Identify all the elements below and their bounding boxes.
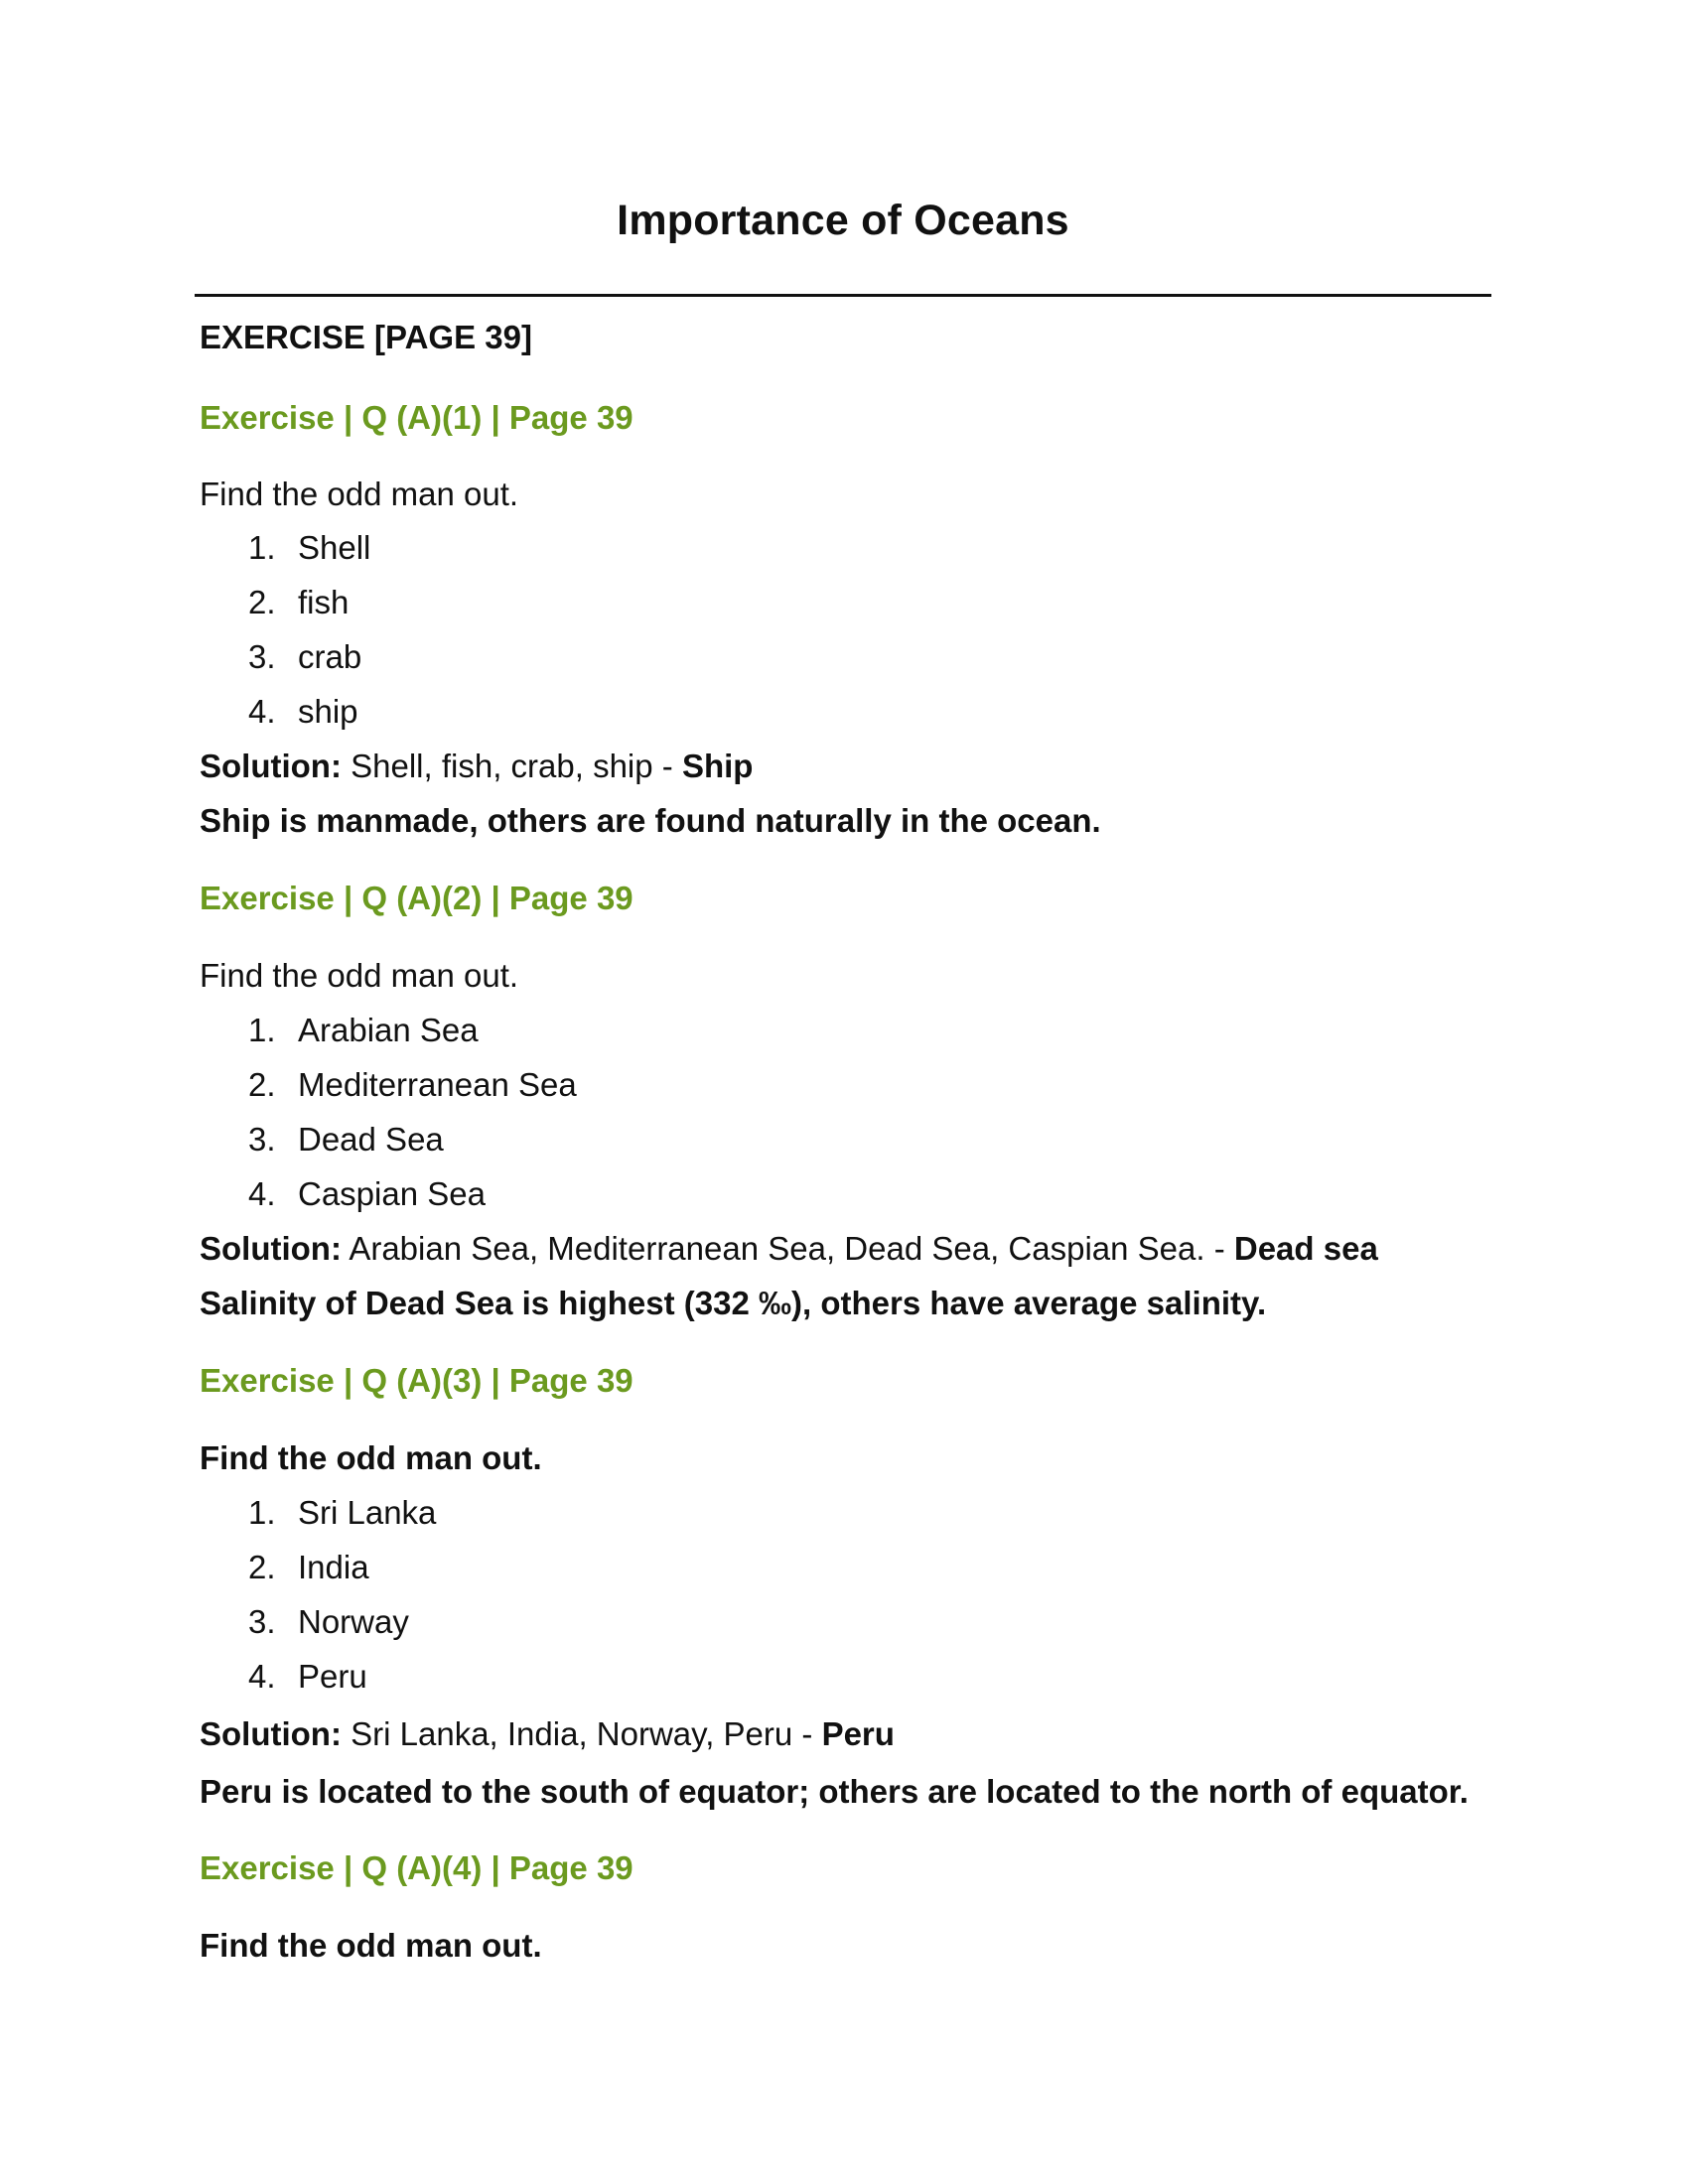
option-text: Sri Lanka <box>298 1494 437 1531</box>
solution-answer: Ship <box>681 748 754 784</box>
solution-reason: Peru is located to the south of equator; others are located to the north of equator. <box>200 1773 1469 1810</box>
question-heading: Exercise | Q (A)(1) | Page 39 <box>200 399 633 436</box>
solution-text: Sri Lanka, India, Norway, Peru - <box>341 1715 822 1752</box>
option-number: 2. <box>248 1549 276 1585</box>
solution-answer: Dead sea <box>1233 1230 1378 1267</box>
option-item <box>248 1123 444 1156</box>
solution-reason: Salinity of Dead Sea is highest (332 ‰), others have average salinity. <box>200 1285 1267 1321</box>
option-text: Mediterranean Sea <box>298 1066 577 1103</box>
option-text: Peru <box>298 1658 367 1695</box>
solution-label: Solution: <box>200 1230 342 1267</box>
option-text: crab <box>298 638 362 675</box>
solution-label: Solution: <box>200 748 342 784</box>
option-number: 1. <box>248 529 276 566</box>
option-number: 3. <box>248 638 276 675</box>
title-divider <box>195 294 1491 297</box>
question-heading: Exercise | Q (A)(2) | Page 39 <box>200 880 633 916</box>
option-text: Caspian Sea <box>298 1175 486 1212</box>
option-number: 2. <box>248 584 276 620</box>
option-item <box>248 1177 486 1210</box>
option-item <box>248 531 370 564</box>
option-text: fish <box>298 584 350 620</box>
option-number: 3. <box>248 1603 276 1640</box>
solution-reason: Ship is manmade, others are found naturally in the ocean. <box>200 802 1101 839</box>
option-item <box>248 1660 367 1693</box>
option-number: 1. <box>248 1012 276 1048</box>
option-number: 4. <box>248 1658 276 1695</box>
option-text: Arabian Sea <box>298 1012 479 1048</box>
option-item <box>248 1605 409 1638</box>
solution-answer: Peru <box>821 1715 895 1752</box>
option-item <box>248 695 358 728</box>
option-text: India <box>298 1549 369 1585</box>
option-number: 3. <box>248 1121 276 1158</box>
option-item <box>248 1551 369 1583</box>
option-item <box>248 586 349 618</box>
solution-label: Solution: <box>200 1715 342 1752</box>
option-text: Norway <box>298 1603 409 1640</box>
solution-text: Arabian Sea, Mediterranean Sea, Dead Sea, Caspian Sea. - <box>341 1230 1234 1267</box>
solution-line <box>200 750 1490 782</box>
page-title: Importance of Oceans <box>617 197 1069 244</box>
option-number: 4. <box>248 1175 276 1212</box>
question-heading: Exercise | Q (A)(4) | Page 39 <box>200 1849 633 1886</box>
question-heading: Exercise | Q (A)(3) | Page 39 <box>200 1362 633 1399</box>
question-prompt: Find the odd man out. <box>200 1439 542 1476</box>
option-number: 2. <box>248 1066 276 1103</box>
option-item <box>248 1014 479 1046</box>
solution-line <box>200 1232 1490 1265</box>
option-text: Dead Sea <box>298 1121 444 1158</box>
option-text: Shell <box>298 529 371 566</box>
option-item <box>248 1068 577 1101</box>
question-prompt: Find the odd man out. <box>200 1927 542 1964</box>
exercise-heading: EXERCISE [PAGE 39] <box>200 319 532 355</box>
option-item <box>248 1496 436 1529</box>
question-prompt: Find the odd man out. <box>200 957 519 994</box>
solution-line <box>200 1717 1490 1750</box>
option-text: ship <box>298 693 358 730</box>
option-item <box>248 640 361 673</box>
question-prompt: Find the odd man out. <box>200 476 519 512</box>
option-number: 4. <box>248 693 276 730</box>
solution-text: Shell, fish, crab, ship - <box>341 748 682 784</box>
option-number: 1. <box>248 1494 276 1531</box>
